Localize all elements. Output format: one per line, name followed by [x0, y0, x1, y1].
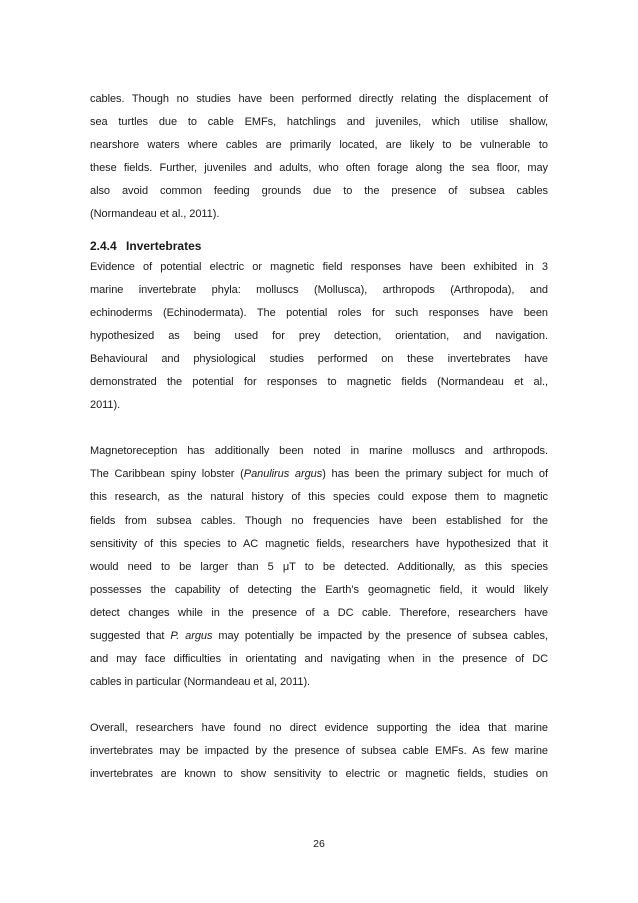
- text-line: Overall, researchers have found no direct evidence supporting the idea that marine: [90, 722, 548, 735]
- text-line: fields from subsea cables. Though no frequencies have been established for the: [90, 514, 548, 527]
- text-line: cables. Though no studies have been performed directly relating the displacement of: [90, 93, 548, 105]
- text-line: sea turtles due to cable EMFs, hatchlings and juveniles, which utilise shallow,: [90, 116, 548, 129]
- text-line: also avoid common feeding grounds due to the presence of subsea cables: [90, 185, 548, 198]
- text-span: may potentially be impacted by the presence of subsea cables,: [212, 629, 548, 642]
- text-line: cables in particular (Normandeau et al, 2011).: [90, 676, 311, 689]
- text-line: Behavioural and physiological studies performed on these invertebrates have: [90, 352, 548, 365]
- text-line: this research, as the natural history of this species could expose them to magnetic: [90, 491, 548, 504]
- text-line: 2011).: [90, 399, 121, 412]
- text-line: detect changes while in the presence of a DC cable. Therefore, researchers have: [90, 606, 548, 619]
- text-line: marine invertebrate phyla: molluscs (Mollusca), arthropods (Arthropoda), and: [90, 283, 548, 296]
- paragraph-overall: [90, 717, 548, 786]
- page-body: [90, 88, 548, 787]
- text-line: Magnetoreception has additionally been noted in marine molluscs and arthropods.: [90, 445, 548, 458]
- text-line: and may face difficulties in orientating and navigating when in the presence of DC: [90, 653, 548, 666]
- text-line: possesses the capability of detecting the Earth’s geomagnetic field, it would likely: [90, 583, 548, 596]
- text-line: hypothesized as being used for prey detection, orientation, and navigation.: [90, 329, 548, 342]
- text-line: invertebrates are known to show sensitivity to electric or magnetic fields, studies on: [90, 768, 548, 781]
- section-title: Invertebrates: [126, 238, 202, 253]
- text-line: invertebrates may be impacted by the presence of subsea cable EMFs. As few marine: [90, 745, 548, 758]
- paragraph-invertebrate-evidence: [90, 256, 548, 418]
- text-line: nearshore waters where cables are primarily located, are likely to be vulnerable to: [90, 139, 548, 152]
- species-name: Panulirus argus: [243, 468, 323, 481]
- text-line: these fields. Further, juveniles and adults, who often forage along the sea floor, may: [90, 162, 548, 175]
- text-line: (Normandeau et al., 2011).: [90, 208, 220, 221]
- text-line-with-species: [90, 625, 548, 648]
- section-number: 2.4.4: [90, 238, 117, 253]
- paragraph-magnetoreception: [90, 440, 548, 694]
- text-span: The Caribbean spiny lobster (: [90, 468, 244, 481]
- text-span: suggested that: [90, 629, 171, 642]
- species-name: P. argus: [170, 629, 213, 642]
- text-line: Evidence of potential electric or magnetic field responses have been exhibited in 3: [90, 260, 548, 273]
- text-span: ) has been the primary subject for much of: [322, 468, 548, 481]
- text-line: echinoderms (Echinodermata). The potential roles for such responses have been: [90, 306, 548, 319]
- text-line-with-species: [90, 463, 548, 486]
- paragraph-sea-turtles: [90, 88, 548, 227]
- section-heading: [90, 236, 548, 256]
- text-line: sensitivity of this species to AC magnetic fields, researchers have hypothesized that it: [90, 537, 548, 550]
- text-line: would need to be larger than 5 μT to be detected. Additionally, as this species: [90, 560, 548, 573]
- page-number: 26: [313, 838, 325, 850]
- text-line: demonstrated the potential for responses to magnetic fields (Normandeau et al.,: [90, 376, 548, 389]
